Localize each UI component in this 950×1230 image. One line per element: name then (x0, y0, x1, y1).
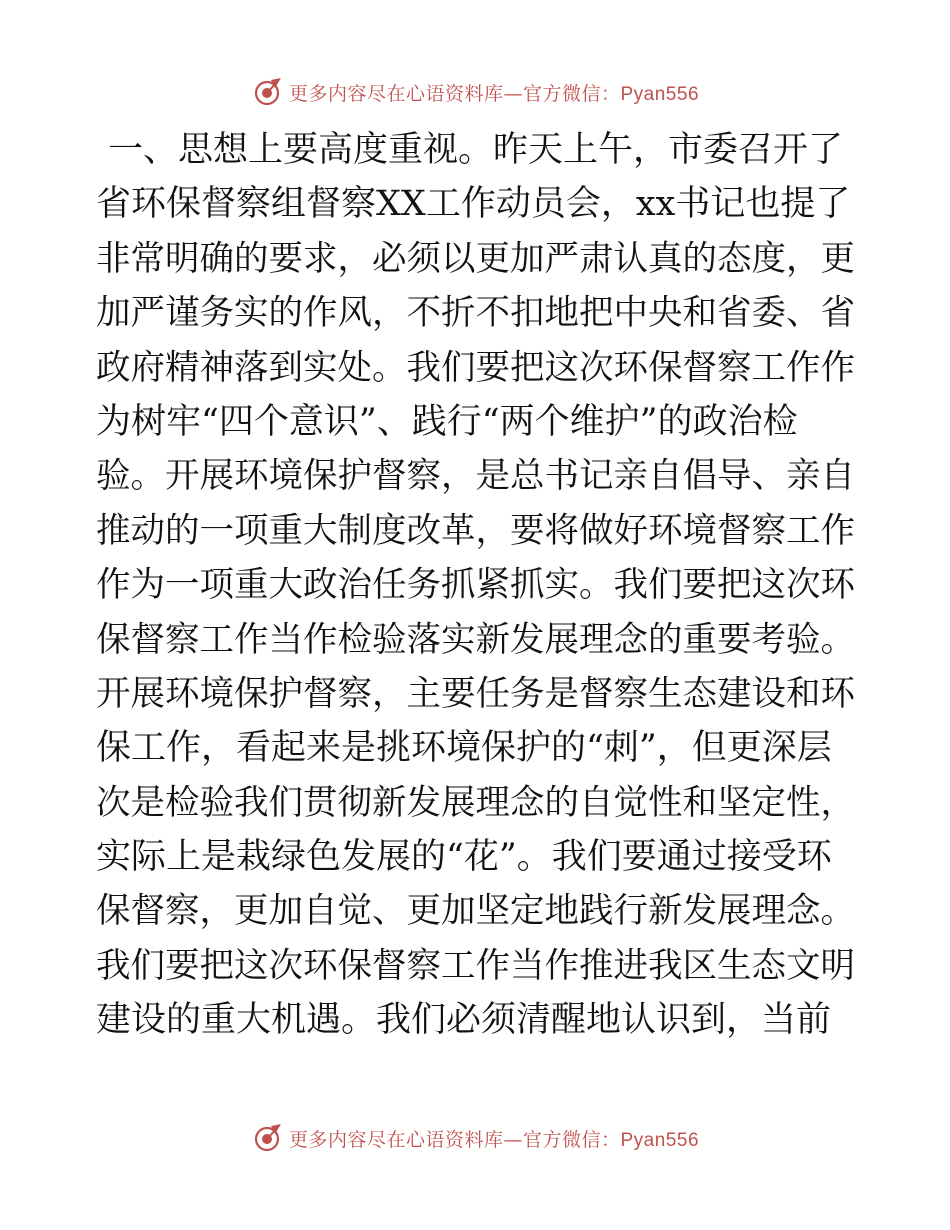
text-line: 保工作，看起来是挑环境保护的“刺”，但更深层 (96, 728, 832, 769)
document-body (96, 123, 856, 1118)
text-line: 开展环境保护督察，主要任务是督察生态建设和环 (96, 673, 855, 714)
text-line: 验。开展环境保护督察，是总书记亲自倡导、亲自 (96, 456, 855, 497)
text-line: 一、思想上要高度重视。昨天上午，市委召开了 (108, 130, 844, 170)
text-line: 非常明确的要求，必须以更加严肃认真的态度，更 (96, 238, 855, 279)
text-line: 政府精神落到实处。我们要把这次环保督察工作作 (96, 347, 855, 388)
text-line: 次是检验我们贯彻新发展理念的自觉性和坚定性， (96, 782, 855, 823)
text-line: 省环保督察组督察XX工作动员会，xx书记也提了 (96, 184, 851, 225)
header-banner (0, 72, 950, 112)
text-line: 为树牢“四个意识”、践行“两个维护”的政治检 (96, 401, 798, 442)
text-line: 推动的一项重大制度改革，要将做好环境督察工作 (96, 510, 855, 551)
text-line: 作为一项重大政治任务抓紧抓实。我们要把这次环 (96, 565, 855, 606)
text-line: 建设的重大机遇。我们必须清醒地认识到，当前 (96, 1000, 832, 1041)
wechat-id: Pyan556 (620, 1129, 700, 1151)
text-line: 保督察工作当作检验落实新发展理念的重要考验。 (96, 619, 855, 660)
text-line: 实际上是栽绿色发展的“花”。我们要通过接受环 (96, 837, 832, 878)
banner-text: 更多内容尽在心语资料库—官方微信：Pyan556 (288, 1128, 700, 1151)
quill-logo-icon (251, 1122, 283, 1154)
footer-banner (0, 1118, 950, 1158)
quill-logo-icon (251, 76, 283, 108)
text-line: 我们要把这次环保督察工作当作推进我区生态文明 (96, 945, 855, 986)
banner-text: 更多内容尽在心语资料库—官方微信：Pyan556 (288, 82, 700, 105)
text-line: 加严谨务实的作风，不折不扣地把中央和省委、省 (96, 293, 855, 334)
wechat-id: Pyan556 (620, 83, 700, 105)
text-line: 保督察，更加自觉、更加坚定地践行新发展理念。 (96, 891, 855, 932)
